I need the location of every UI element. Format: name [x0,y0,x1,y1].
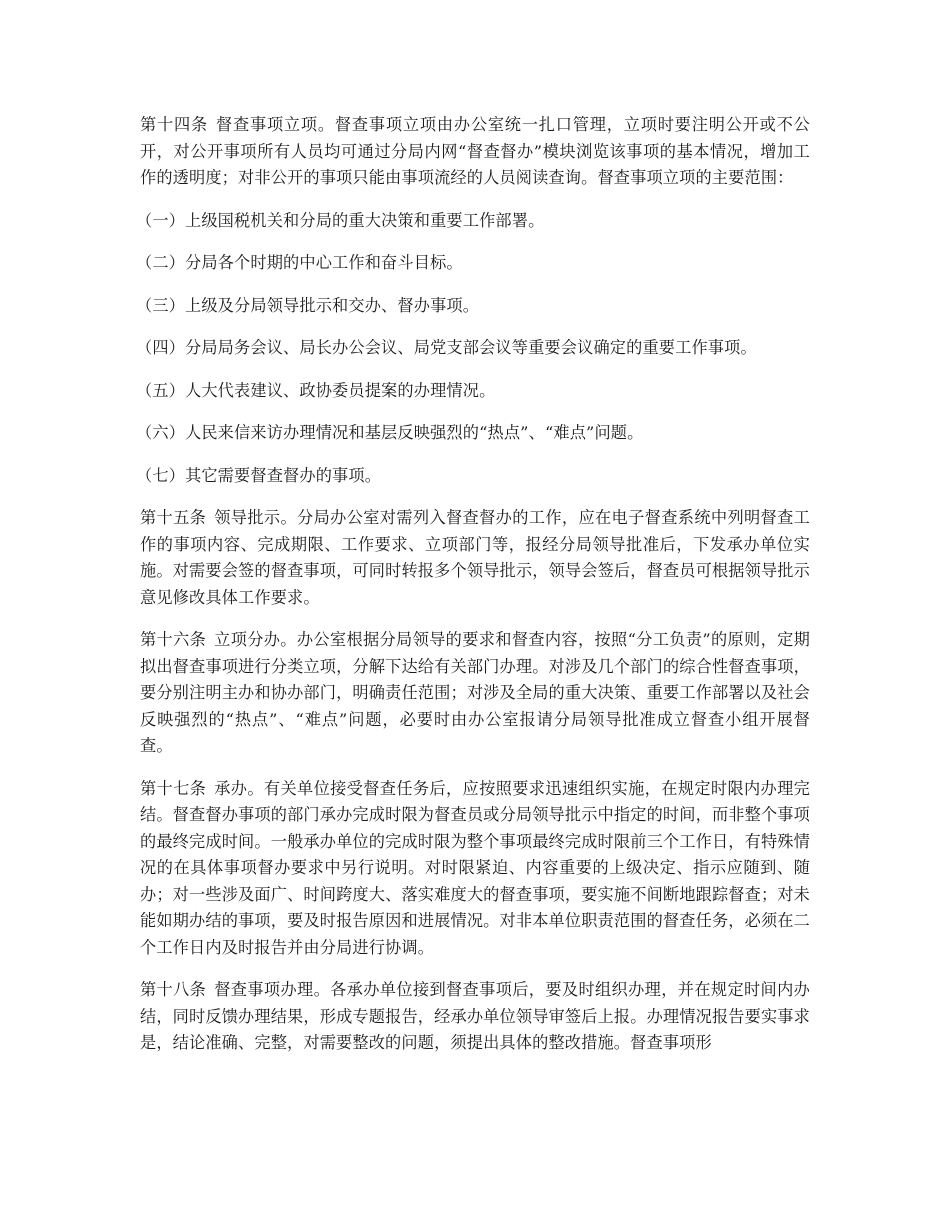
article-17-body: 承办。有关单位接受督查任务后，应按照要求迅速组织实施，在规定时限内办理完结。督查督办事项的部门承办完成时限为督查员或分局领导批示中指定的时间，而非整个事项的最终完成时间。一般承办单位的完成时限为整个事项最终完成时限前三个工作日，有特殊情况的在具体事项督办要求中另行说明。对时限紧迫、内容重要的上级决定、指示应随到、随办；对一些涉及面广、时间跨度大、落实难度大的督查事项，要实施不间断地跟踪督查；对未能如期办结的事项，要及时报告原因和进展情况。对非本单位职责范围的督查任务，必须在二个工作日内及时报告并由分局进行协调。 [140,778,810,957]
article-14 [140,112,810,192]
document-page [136,112,810,1073]
article-15 [140,505,810,611]
article-15-heading: 第十五条 [140,508,207,527]
list-item: （六）人民来信来访办理情况和基层反映强烈的“热点”、“难点”问题。 [136,423,644,442]
list-item: （五）人大代表建议、政协委员提案的办理情况。 [136,380,496,400]
article-16-heading: 第十六条 [140,630,207,649]
article-14-body: 督查事项立项。督查事项立项由办公室统一扎口管理，立项时要注明公开或不公开，对公开事项所有人员均可通过分局内网“督查督办”模块浏览该事项的基本情况，增加工作的透明度；对非公开的事项只能由事项流经的人员阅读查询。督查事项立项的主要范围： [140,115,810,187]
article-15-body: 领导批示。分局办公室对需列入督查督办的工作，应在电子督查系统中列明督查工作的事项内容、完成期限、工作要求、立项部门等，报经分局领导批准后，下发承办单位实施。对需要会签的督查事项，可同时转报多个领导批示，领导会签后，督查员可根据领导批示意见修改具体工作要求。 [140,508,810,607]
list-item: （三）上级及分局领导批示和交办、督办事项。 [136,295,480,315]
article-17-heading: 第十七条 [140,778,207,798]
article-16-body: 立项分办。办公室根据分局领导的要求和督查内容，按照“分工负责”的原则，定期拟出督查事项进行分类立项，分解下达给有关部门办理。对涉及几个部门的综合性督查事项，要分别注明主办和协办部门，明确责任范围；对涉及全局的重大决策、重要工作部署以及社会反映强烈的“热点”、“难点”问题，必要时由办公室报请分局领导批准成立督查小组开展督查。 [140,630,810,755]
article-17 [140,776,810,962]
article-18 [140,977,810,1057]
article-14-heading: 第十四条 [140,115,208,134]
list-item: （二）分局各个时期的中心工作和奋斗目标。 [136,253,463,272]
list-item: （七）其它需要督查督办的事项。 [136,465,382,485]
article-18-heading: 第十八条 [140,980,207,999]
article-16 [140,627,810,760]
list-item: （四）分局局务会议、局长办公会议、局党支部会议等重要会议确定的重要工作事项。 [136,338,757,357]
list-item: （一）上级国税机关和分局的重大决策和重要工作部署。 [136,210,545,230]
article-18-body: 督查事项办理。各承办单位接到督查事项后，要及时组织办理，并在规定时间内办结，同时反馈办理结果，形成专题报告，经承办单位领导审签后上报。办理情况报告要实事求是，结论准确、完整，对需要整改的问题，须提出具体的整改措施。督查事项形 [140,980,810,1052]
